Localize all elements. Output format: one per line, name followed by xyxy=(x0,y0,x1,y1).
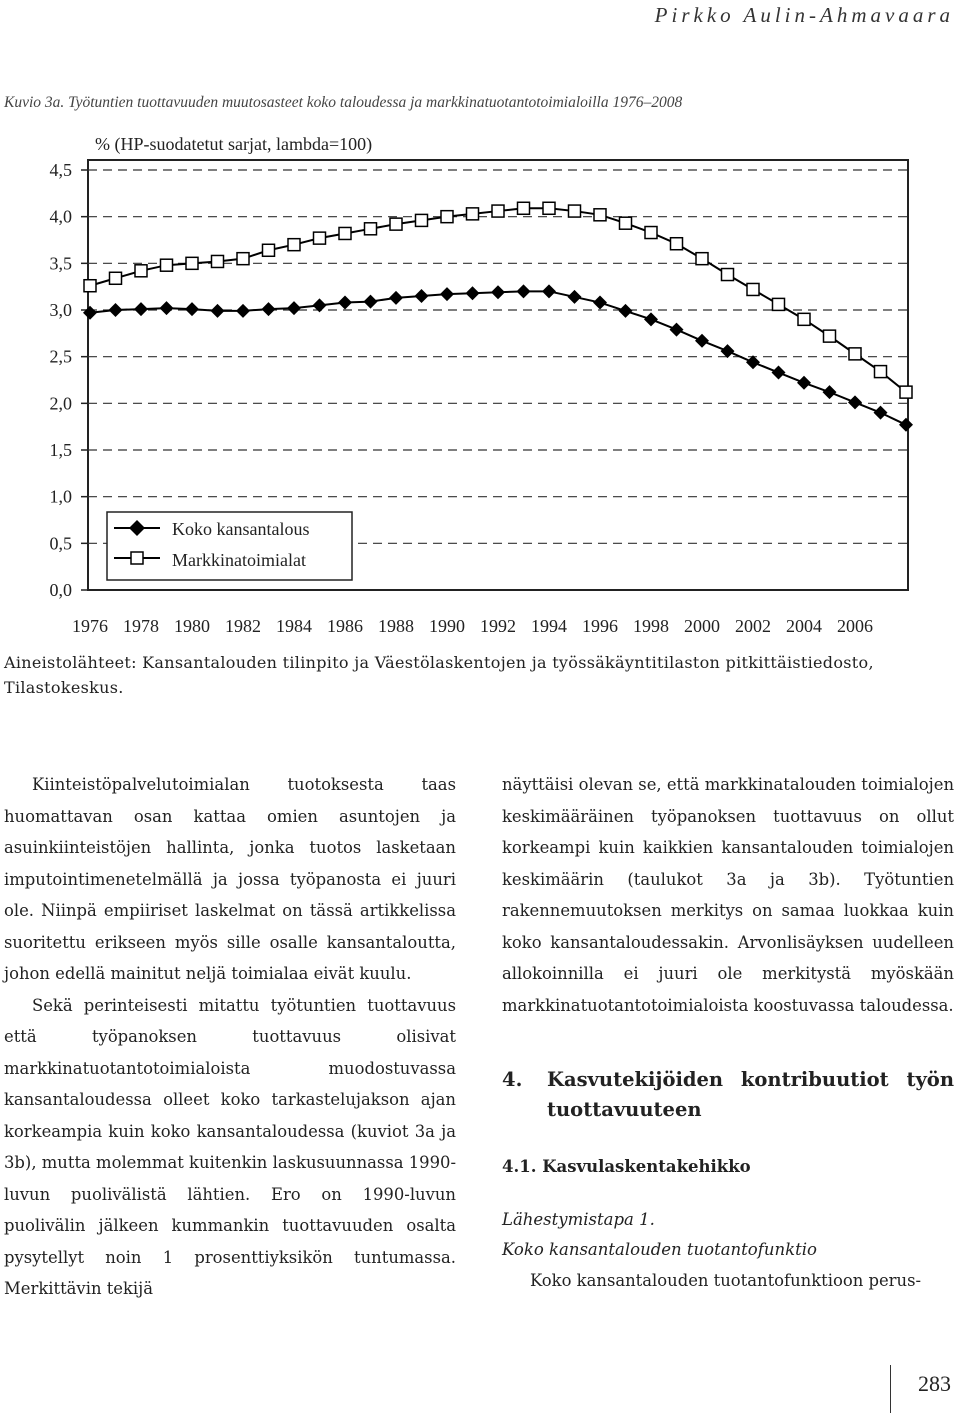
data-point-markkina xyxy=(824,330,836,342)
approach-line-2: Koko kansantalouden tuotantofunktio xyxy=(502,1239,817,1259)
data-series xyxy=(83,202,913,432)
data-point-markkina xyxy=(110,272,122,284)
approach-heading xyxy=(502,1205,954,1265)
y-tick-label: 3,0 xyxy=(49,300,72,320)
section-heading xyxy=(502,1065,954,1125)
data-point-markkina xyxy=(671,238,683,250)
x-tick-label: 1984 xyxy=(276,616,312,636)
data-sources-note: Aineistolähteet: Kansantalouden tilinpito ja Väestölaskentojen ja työssäkäyntitilaston pitkittäistiedosto, Tilastokeskus. xyxy=(4,653,874,697)
data-point-koko xyxy=(721,344,735,358)
paragraph-start: Koko kansantalouden tuotantofunktioon perus- xyxy=(530,1270,922,1290)
data-point-koko xyxy=(440,287,454,301)
running-head: Pirkko Aulin-Ahmavaara xyxy=(654,3,954,27)
data-point-markkina xyxy=(161,259,173,271)
page-number: 283 xyxy=(918,1371,951,1396)
data-point-markkina xyxy=(314,232,326,244)
data-point-markkina xyxy=(518,202,530,214)
data-point-markkina xyxy=(696,253,708,265)
data-point-markkina xyxy=(212,255,224,267)
x-tick-label: 1996 xyxy=(582,616,618,636)
data-point-markkina xyxy=(900,386,912,398)
data-point-markkina xyxy=(875,366,887,378)
data-point-markkina xyxy=(390,218,402,230)
data-point-markkina xyxy=(569,205,581,217)
data-point-koko xyxy=(134,302,148,316)
data-point-koko xyxy=(491,285,505,299)
y-tick-label: 1,5 xyxy=(49,440,72,460)
x-tick-label: 1986 xyxy=(327,616,363,636)
y-tick-label: 4,0 xyxy=(49,206,72,227)
x-axis-ticks xyxy=(72,616,873,636)
data-point-koko xyxy=(823,385,837,399)
y-tick-label: 0,5 xyxy=(49,533,72,554)
data-point-koko xyxy=(109,303,123,317)
data-point-koko xyxy=(542,284,556,298)
left-text-column xyxy=(4,769,456,1305)
data-point-koko xyxy=(568,290,582,304)
data-point-markkina xyxy=(543,202,555,214)
data-point-markkina xyxy=(84,280,96,292)
data-point-koko xyxy=(338,296,352,310)
data-point-koko xyxy=(517,284,531,298)
paragraph: Kiinteistöpalvelutoimialan tuotoksesta taas huomattavan osan kattaa omien asuntojen ja asuinkiinteistöjen hallinta, jonka tuotos lasketaan imputointimenetelmällä ja jossa työpanosta ei juuri ole. Niinpä empiiriset laskelmat on tässä artikkelissa suoritettu erikseen myös sille osalle kansantaloutta, johon edellä mainitut neljä toimialaa eivät kuulu. xyxy=(4,775,456,983)
paragraph: Sekä perinteisesti mitattu työtuntien tuottavuus että työpanoksen tuottavuus olisivat markkinatuotantotoimialoista muodostuvassa kansantaloudessa olleet koko tarkastelujakson ajan korkeampia kuin koko kansantaloudessa (kuviot 3a ja 3b), mutta molemmat kuitenkin laskusuunnassa 1990-luvun puolivälistä lähtien. Ero on 1990-luvun puolivälin jälkeen kummankin tuottavuuden osalta pysytellyt noin 1 prosenttiyksikön tuntumassa. Merkittävin tekijä xyxy=(4,995,456,1298)
legend xyxy=(107,512,352,580)
data-point-koko xyxy=(695,334,709,348)
data-point-markkina xyxy=(645,227,657,239)
x-tick-label: 1988 xyxy=(378,616,414,636)
data-point-markkina xyxy=(186,257,198,269)
data-point-koko xyxy=(415,289,429,303)
data-point-koko xyxy=(899,418,913,432)
data-point-markkina xyxy=(492,205,504,217)
data-point-markkina xyxy=(135,265,147,277)
data-point-koko xyxy=(874,406,888,420)
data-point-koko xyxy=(389,291,403,305)
data-point-koko xyxy=(262,302,276,316)
data-point-markkina xyxy=(594,209,606,221)
data-point-koko xyxy=(670,323,684,337)
data-point-markkina xyxy=(441,211,453,223)
paragraph: näyttäisi olevan se, että markkinatalouden toimialojen keskimääräinen työpanoksen tuottavuus on ollut korkeampi kuin kaikkien kansantalouden toimialojen keskimäärin (taulukot 3a ja 3b). Työtuntien rakennemuutoksen merkitys on samaa luokkaa kuin koko kansantaloudessakin. Arvonlisäyksen uudelleen allokoinnilla ei juuri ole merkitystä myöskään markkinatuotantotoimialoista koostuvassa taloudessa. xyxy=(502,775,954,1015)
data-point-koko xyxy=(236,304,250,318)
x-tick-label: 1990 xyxy=(429,616,465,636)
page-number-rule xyxy=(890,1365,891,1413)
x-tick-label: 1976 xyxy=(72,616,108,636)
data-point-koko xyxy=(160,301,174,315)
data-point-koko xyxy=(364,295,378,309)
data-point-koko xyxy=(848,395,862,409)
data-point-markkina xyxy=(849,348,861,360)
section-title: Kasvutekijöiden kontribuutiot työn tuottavuuteen xyxy=(547,1068,954,1121)
x-tick-label: 1994 xyxy=(531,616,567,636)
data-point-markkina xyxy=(467,208,479,220)
y-tick-label: 3,5 xyxy=(49,253,72,274)
data-point-markkina xyxy=(237,253,249,265)
y-tick-label: 0,0 xyxy=(49,580,72,600)
data-point-koko xyxy=(83,306,97,320)
data-point-koko xyxy=(466,286,480,300)
data-point-markkina xyxy=(798,313,810,325)
data-point-markkina xyxy=(722,269,734,281)
section-number: 4. xyxy=(502,1068,523,1091)
x-tick-label: 2006 xyxy=(837,616,873,636)
y-tick-label: 2,5 xyxy=(49,346,72,367)
approach-line-1: Lähestymistapa 1. xyxy=(502,1209,655,1229)
productivity-line-chart xyxy=(0,120,960,645)
x-tick-label: 2004 xyxy=(786,616,822,636)
data-point-koko xyxy=(287,301,301,315)
y-tick-label: 2,0 xyxy=(49,393,72,414)
x-tick-label: 1982 xyxy=(225,616,261,636)
y-axis-ticks xyxy=(50,160,89,600)
data-point-markkina xyxy=(263,244,275,256)
legend-label-markkina: Markkinatoimialat xyxy=(172,550,306,570)
chart-subtitle: % (HP-suodatetut sarjat, lambda=100) xyxy=(95,134,373,154)
legend-label-koko: Koko kansantalous xyxy=(172,519,310,539)
x-tick-label: 2000 xyxy=(684,616,720,636)
data-point-markkina xyxy=(416,214,428,226)
right-text-column xyxy=(502,769,954,1296)
data-point-koko xyxy=(185,302,199,316)
grid-lines xyxy=(88,170,908,543)
x-tick-label: 2002 xyxy=(735,616,771,636)
data-point-markkina xyxy=(365,223,377,235)
x-tick-label: 1980 xyxy=(174,616,210,636)
data-point-koko xyxy=(644,312,658,326)
data-point-koko xyxy=(797,376,811,390)
subsection-heading: 4.1. Kasvulaskentakehikko xyxy=(502,1157,751,1176)
data-point-markkina xyxy=(747,283,759,295)
x-tick-label: 1978 xyxy=(123,616,159,636)
y-tick-label: 1,0 xyxy=(49,486,72,507)
x-tick-label: 1998 xyxy=(633,616,669,636)
data-point-markkina xyxy=(288,239,300,251)
data-point-koko xyxy=(746,355,760,369)
figure-caption: Kuvio 3a. Työtuntien tuottavuuden muutosasteet koko taloudessa ja markkinatuotantotoimialoilla 1976–2008 xyxy=(4,94,683,111)
legend-marker-square xyxy=(131,552,143,564)
y-tick-label: 4,5 xyxy=(49,160,72,180)
data-point-koko xyxy=(211,304,225,318)
data-point-markkina xyxy=(773,298,785,310)
data-point-markkina xyxy=(339,227,351,239)
data-point-markkina xyxy=(620,217,632,229)
x-tick-label: 1992 xyxy=(480,616,516,636)
data-point-koko xyxy=(772,366,786,380)
data-point-koko xyxy=(619,304,633,318)
data-point-koko xyxy=(593,296,607,310)
